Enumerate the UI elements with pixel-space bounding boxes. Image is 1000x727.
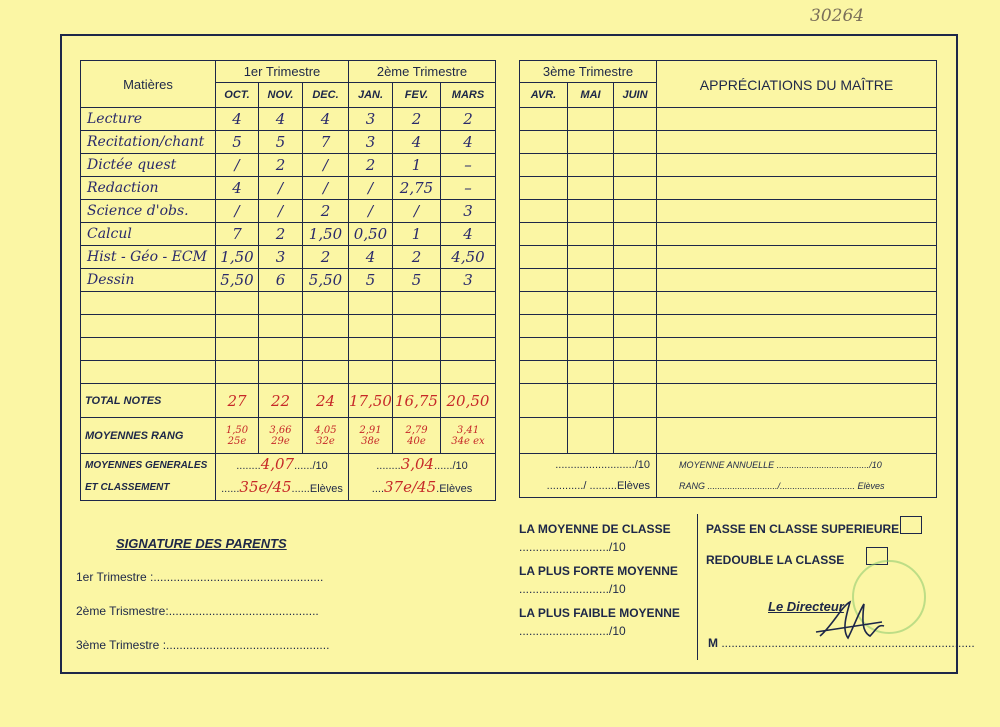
mark-cell: 4 <box>393 131 441 154</box>
term3-row <box>520 154 937 177</box>
term3-row <box>520 315 937 338</box>
moyennes-rang-label: MOYENNES RANG <box>81 418 216 454</box>
mark-cell <box>393 315 441 338</box>
pass-label: PASSE EN CLASSE SUPERIEURE <box>706 522 900 536</box>
term1-header: 1er Trimestre <box>216 61 349 83</box>
mark-cell <box>303 292 349 315</box>
term-average: 1,50 <box>225 424 249 436</box>
term3-mark-cell <box>614 246 657 269</box>
mark-cell: 4 <box>441 223 496 246</box>
term3-mark-cell <box>520 269 568 292</box>
mark-cell: 2,75 <box>393 177 441 200</box>
term2-denominator: /10 <box>452 460 468 472</box>
subject-name: Dictée quest <box>81 154 216 177</box>
subject-name <box>81 292 216 315</box>
subject-row <box>81 269 496 292</box>
term-average: 2,91 <box>359 424 382 436</box>
annual-average-denominator: /10 <box>869 459 882 470</box>
term3-eleves: Elèves <box>616 479 650 492</box>
mark-cell: – <box>441 154 496 177</box>
mark-cell <box>259 315 303 338</box>
subject-row <box>81 177 496 200</box>
term3-mark-cell <box>614 108 657 131</box>
term2-header: 2ème Trimestre <box>349 61 496 83</box>
mark-cell <box>259 361 303 384</box>
appreciation-cell <box>657 418 937 454</box>
term3-mark-cell <box>568 154 614 177</box>
appreciation-cell <box>657 269 937 292</box>
term2-general-average: 3,04 <box>400 455 435 473</box>
term3-mark-cell <box>520 177 568 200</box>
term3-mark-cell <box>614 338 657 361</box>
subject-row <box>81 108 496 131</box>
moyennes-generales-label: MOYENNES GENERALES <box>85 460 208 471</box>
term3-denominator: /10 <box>634 458 650 471</box>
mark-cell <box>441 315 496 338</box>
term-average: 4,05 <box>314 424 337 436</box>
mark-cell <box>393 361 441 384</box>
mark-cell: 1 <box>393 154 441 177</box>
mark-cell: 5 <box>349 269 393 292</box>
mark-cell: 4 <box>259 108 303 131</box>
term2-rank: 37e/45 <box>384 478 437 496</box>
lowest-average-label: LA PLUS FAIBLE MOYENNE <box>519 606 680 620</box>
mark-cell: 4 <box>216 108 259 131</box>
month-header: NOV. <box>259 83 303 108</box>
term3-mark-cell <box>568 384 614 418</box>
mark-cell: / <box>216 200 259 223</box>
mark-cell <box>303 338 349 361</box>
term3-mark-cell <box>520 384 568 418</box>
parents-signature-title: SIGNATURE DES PARENTS <box>116 536 287 551</box>
month-header: MAI <box>568 83 614 108</box>
term3-row <box>520 338 937 361</box>
mark-cell: / <box>393 200 441 223</box>
appreciation-cell <box>657 315 937 338</box>
term3-row <box>520 177 937 200</box>
mark-cell: / <box>259 177 303 200</box>
term3-mark-cell <box>568 177 614 200</box>
term3-mark-cell <box>568 131 614 154</box>
term3-table: 3ème Trimestre APPRÉCIATIONS DU MAÎTRE AVR. MAI JUIN ........................../10 ............/ .........Elèves MOYENNE ANNUELLE ...................................../10 RANG ............................/.............................. Elèves <box>519 60 937 498</box>
term3-row <box>520 223 937 246</box>
term-rank: 25e <box>227 435 247 447</box>
total-note-value: 27 <box>216 384 259 418</box>
annual-average-label: MOYENNE ANNUELLE <box>679 459 775 470</box>
term3-row <box>520 269 937 292</box>
appreciation-cell <box>657 246 937 269</box>
subject-row <box>81 361 496 384</box>
annual-rank-label: RANG <box>679 480 706 491</box>
term2-eleves: Elèves <box>439 483 473 495</box>
term3-mark-cell <box>614 361 657 384</box>
term-average: 3,41 <box>456 424 480 436</box>
term3-mark-cell <box>568 246 614 269</box>
total-note-value: 20,50 <box>441 384 496 418</box>
term3-mark-cell <box>568 108 614 131</box>
mark-cell: 1 <box>393 223 441 246</box>
term1-denominator: /10 <box>312 460 328 472</box>
class-average-denominator: /10 <box>609 540 626 554</box>
subject-name <box>81 315 216 338</box>
term3-mark-cell <box>568 338 614 361</box>
term-rank: 34e ex <box>451 435 485 447</box>
term3-row <box>520 131 937 154</box>
term1-rank: 35e/45 <box>239 478 292 496</box>
term3-mark-cell <box>568 223 614 246</box>
subject-name: Dessin <box>81 269 216 292</box>
mark-cell <box>303 315 349 338</box>
term3-mark-cell <box>614 315 657 338</box>
mark-cell <box>441 338 496 361</box>
stats-divider <box>697 514 698 660</box>
mark-cell: 2 <box>303 200 349 223</box>
appreciation-cell <box>657 177 937 200</box>
month-header: DEC. <box>303 83 349 108</box>
mark-cell: 2 <box>393 108 441 131</box>
mark-cell <box>259 292 303 315</box>
appreciations-header: APPRÉCIATIONS DU MAÎTRE <box>657 61 937 108</box>
mark-cell: 4 <box>441 131 496 154</box>
mark-cell: 4 <box>349 246 393 269</box>
director-m-label: M <box>708 636 718 650</box>
total-note-value: 24 <box>303 384 349 418</box>
appreciation-cell <box>657 108 937 131</box>
term3-mark-cell <box>520 223 568 246</box>
mark-cell: 2 <box>441 108 496 131</box>
subjects-header: Matières <box>81 61 216 108</box>
total-note-value: 16,75 <box>393 384 441 418</box>
term3-header: 3ème Trimestre <box>520 61 657 83</box>
term-average: 2,79 <box>405 424 428 436</box>
mark-cell: 0,50 <box>349 223 393 246</box>
term3-mark-cell <box>614 269 657 292</box>
mark-cell: / <box>349 200 393 223</box>
mark-cell: 2 <box>393 246 441 269</box>
term-average: 3,66 <box>269 424 292 436</box>
mark-cell <box>216 361 259 384</box>
mark-cell: / <box>259 200 303 223</box>
term3-mark-cell <box>520 292 568 315</box>
month-header: OCT. <box>216 83 259 108</box>
mark-cell <box>303 361 349 384</box>
term3-mark-cell <box>520 108 568 131</box>
mark-cell: / <box>303 177 349 200</box>
month-header: MARS <box>441 83 496 108</box>
subject-row <box>81 315 496 338</box>
mark-cell: 2 <box>259 154 303 177</box>
term3-mark-cell <box>568 315 614 338</box>
mark-cell <box>259 338 303 361</box>
signature-term3-label: 3ème Trimestre : <box>76 638 167 652</box>
term3-mark-cell <box>520 315 568 338</box>
term-rank: 38e <box>361 435 380 447</box>
subject-row <box>81 154 496 177</box>
subject-name: Lecture <box>81 108 216 131</box>
total-notes-label: TOTAL NOTES <box>81 384 216 418</box>
term3-mark-cell <box>614 223 657 246</box>
mark-cell: 7 <box>216 223 259 246</box>
mark-cell: 5 <box>216 131 259 154</box>
repeat-label: REDOUBLE LA CLASSE <box>706 553 845 567</box>
highest-average-denominator: /10 <box>609 582 626 596</box>
mark-cell <box>393 292 441 315</box>
mark-cell <box>349 315 393 338</box>
mark-cell: 5 <box>259 131 303 154</box>
mark-cell: 2 <box>303 246 349 269</box>
appreciation-cell <box>657 223 937 246</box>
appreciation-cell <box>657 154 937 177</box>
term3-mark-cell <box>520 154 568 177</box>
subject-row <box>81 338 496 361</box>
appreciation-cell <box>657 200 937 223</box>
annual-rank-eleves: Elèves <box>857 480 885 491</box>
mark-cell: 5,50 <box>303 269 349 292</box>
mark-cell: 5,50 <box>216 269 259 292</box>
term3-row <box>520 418 937 454</box>
term3-mark-cell <box>568 269 614 292</box>
month-header: FEV. <box>393 83 441 108</box>
mark-cell: 4 <box>303 108 349 131</box>
lowest-average-denominator: /10 <box>609 624 626 638</box>
term3-mark-cell <box>614 154 657 177</box>
subject-name: Hist - Géo - ECM <box>81 246 216 269</box>
term-rank: 40e <box>407 435 426 447</box>
term3-mark-cell <box>614 177 657 200</box>
director-label: Le Directeur <box>768 599 844 614</box>
subject-row <box>81 223 496 246</box>
mark-cell: / <box>216 154 259 177</box>
subject-name: Science d'obs. <box>81 200 216 223</box>
term3-row <box>520 246 937 269</box>
mark-cell <box>441 292 496 315</box>
class-average-label: LA MOYENNE DE CLASSE <box>519 522 671 536</box>
term3-row <box>520 292 937 315</box>
subject-row <box>81 200 496 223</box>
term3-mark-cell <box>614 418 657 454</box>
term3-mark-cell <box>520 131 568 154</box>
signature-term1-label: 1er Trimestre : <box>76 570 154 584</box>
term3-mark-cell <box>568 200 614 223</box>
mark-cell: 2 <box>349 154 393 177</box>
term3-row <box>520 200 937 223</box>
mark-cell <box>349 338 393 361</box>
mark-cell <box>216 292 259 315</box>
term3-mark-cell <box>520 338 568 361</box>
term1-general-average: 4,07 <box>260 455 295 473</box>
pass-checkbox[interactable] <box>900 516 922 534</box>
mark-cell: 3 <box>349 131 393 154</box>
document-number: 30264 <box>810 6 865 26</box>
mark-cell <box>441 361 496 384</box>
appreciation-cell <box>657 131 937 154</box>
total-note-value: 22 <box>259 384 303 418</box>
term3-mark-cell <box>614 292 657 315</box>
subject-name: Recitation/chant <box>81 131 216 154</box>
mark-cell: / <box>349 177 393 200</box>
mark-cell: 4,50 <box>441 246 496 269</box>
term3-mark-cell <box>568 418 614 454</box>
total-note-value: 17,50 <box>349 384 393 418</box>
mark-cell <box>216 315 259 338</box>
term3-mark-cell <box>614 131 657 154</box>
mark-cell: / <box>303 154 349 177</box>
appreciation-cell <box>657 292 937 315</box>
term3-mark-cell <box>568 292 614 315</box>
appreciation-cell <box>657 361 937 384</box>
term-rank: 32e <box>316 435 335 447</box>
highest-average-label: LA PLUS FORTE MOYENNE <box>519 564 678 578</box>
mark-cell <box>393 338 441 361</box>
classement-label: ET CLASSEMENT <box>85 482 170 493</box>
subject-row <box>81 246 496 269</box>
mark-cell: 1,50 <box>216 246 259 269</box>
mark-cell: 2 <box>259 223 303 246</box>
appreciation-cell <box>657 384 937 418</box>
term3-row <box>520 361 937 384</box>
subject-row <box>81 131 496 154</box>
term3-mark-cell <box>614 384 657 418</box>
subject-name <box>81 338 216 361</box>
grades-table: Matières 1er Trimestre 2ème Trimestre OCT. NOV. DEC. JAN. FEV. MARS Lecture 4 4 4 3 2 2 Recitation/chant 5 5 7 3 4 4 Dictée quest / 2 / 2 1 – Redaction 4 / / / 2,75 – Science d'obs. / / 2 / / 3 Calcul 7 2 1,50 0,50 1 4 Hist - Géo - ECM 1,50 3 2 4 2 4,50 Dessin 5,50 6 5,50 5 5 3 TOTAL NOTES 27 22 24 17,50 16,75 20,50 MOYENNES RANG 1,50 25e 3,66 29e 4,05 32e 2,91 38e 2,79 40e 3,41 34e ex MOYENNES GENERALES ET CLASSEMENT ........4,07....../10 ......35e/45......Elèves ........3,04....../10 ....37e/45.Elèves <box>80 60 496 501</box>
mark-cell <box>349 361 393 384</box>
subject-name: Calcul <box>81 223 216 246</box>
term3-row <box>520 108 937 131</box>
signature-term2-label: 2ème Trismestre: <box>76 604 169 618</box>
term3-mark-cell <box>520 246 568 269</box>
subject-name <box>81 361 216 384</box>
term3-mark-cell <box>520 418 568 454</box>
mark-cell: 3 <box>441 269 496 292</box>
term3-mark-cell <box>568 361 614 384</box>
term1-eleves: Elèves <box>309 483 343 495</box>
month-header: JUIN <box>614 83 657 108</box>
subject-name: Redaction <box>81 177 216 200</box>
term3-mark-cell <box>614 200 657 223</box>
appreciation-cell <box>657 338 937 361</box>
subject-row <box>81 292 496 315</box>
mark-cell: 6 <box>259 269 303 292</box>
mark-cell: – <box>441 177 496 200</box>
mark-cell: 3 <box>441 200 496 223</box>
mark-cell: 1,50 <box>303 223 349 246</box>
term-rank: 29e <box>271 435 290 447</box>
term3-row <box>520 384 937 418</box>
mark-cell: 4 <box>216 177 259 200</box>
mark-cell: 3 <box>259 246 303 269</box>
mark-cell: 5 <box>393 269 441 292</box>
term3-mark-cell <box>520 200 568 223</box>
mark-cell: 7 <box>303 131 349 154</box>
mark-cell <box>216 338 259 361</box>
mark-cell <box>349 292 393 315</box>
mark-cell: 3 <box>349 108 393 131</box>
month-header: AVR. <box>520 83 568 108</box>
term3-mark-cell <box>520 361 568 384</box>
month-header: JAN. <box>349 83 393 108</box>
